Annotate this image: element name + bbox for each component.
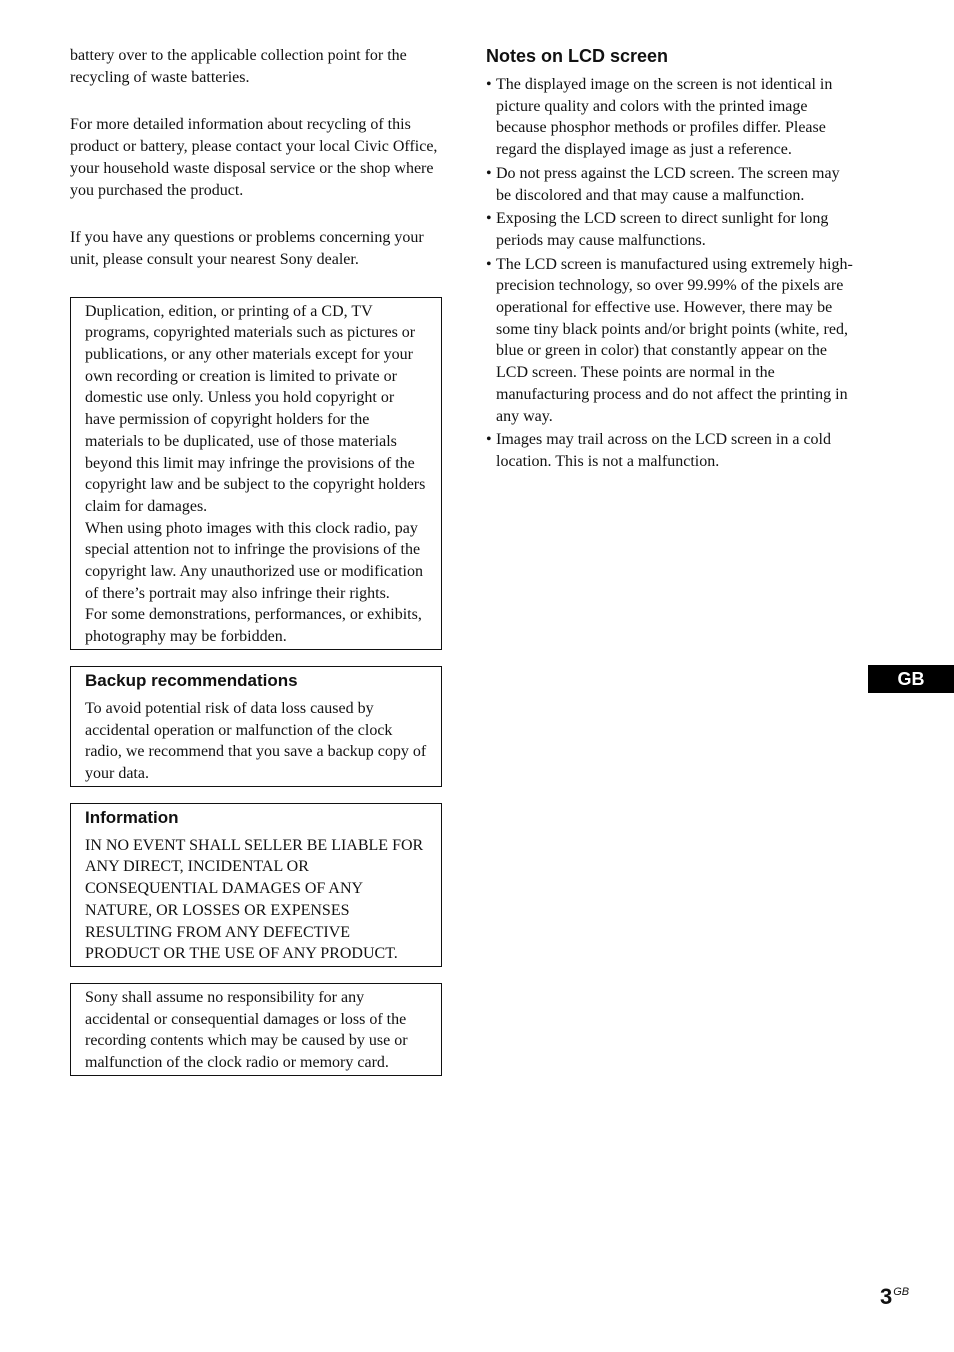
backup-text: To avoid potential risk of data loss caused by accidental operation or malfunction of the clock radio, we recommend that you save a backup copy of your data. — [85, 699, 427, 782]
list-item: • The LCD screen is manufactured using extremely high-precision technology, so over 99.99% of the pixels are operational for effective use. However, there may be some tiny black points and/or bright points (white, red, blue or green in color) that constantly appear on the LCD screen. These points are normal in the manufacturing process and do not affect the printing in any way. — [486, 254, 858, 428]
information-box — [70, 803, 442, 967]
left-column — [70, 45, 442, 1076]
list-item: • The displayed image on the screen is not identical in picture quality and colors with the printed image because phosphor methods or profiles differ. Please regard the displayed image as just a reference. — [486, 74, 858, 161]
responsibility-text: Sony shall assume no responsibility for any accidental or consequential damages or loss of the recording contents which may be caused by use or malfunction of the clock radio or memory card. — [85, 988, 408, 1072]
page-number — [880, 1284, 909, 1310]
copyright-paragraph: Duplication, edition, or printing of a CD, TV programs, copyrighted materials such as pictures or publications, or any other materials except for your own recording or creation is limited to private or domestic use only. Unless you hold copyright or have permission of copyright holders for the materials to be duplicated, use of those materials beyond this limit may infringe the provisions of the copyright law and be subject to the copyright holders claim for damages. — [85, 302, 426, 515]
language-tab: GB — [868, 665, 954, 693]
intro-paragraph: For more detailed information about recycling of this product or battery, please contact your local Civic Office, your household waste disposal service or the shop where you purchased the product. — [70, 116, 438, 199]
copyright-notice-box — [70, 297, 442, 650]
intro-paragraph: battery over to the applicable collection point for the recycling of waste batteries. — [70, 47, 407, 86]
responsibility-box — [70, 983, 442, 1076]
list-item: • Images may trail across on the LCD screen in a cold location. This is not a malfunction. — [486, 429, 858, 472]
page-number-suffix: GB — [893, 1286, 910, 1298]
list-item: • Do not press against the LCD screen. The screen may be discolored and that may cause a malfunction. — [486, 163, 858, 206]
page-number-value: 3 — [880, 1284, 893, 1309]
right-column — [486, 45, 858, 475]
lcd-notes-heading: Notes on LCD screen — [486, 46, 669, 66]
information-heading: Information — [85, 807, 179, 827]
copyright-paragraph: For some demonstrations, performances, or exhibits, photography may be forbidden. — [85, 606, 422, 646]
backup-heading: Backup recommendations — [85, 670, 298, 690]
lcd-notes-list — [486, 74, 858, 473]
backup-recommendations-box — [70, 666, 442, 787]
information-text: IN NO EVENT SHALL SELLER BE LIABLE FOR ANY DIRECT, INCIDENTAL OR CONSEQUENTIAL DAMAGES OF ANY NATURE, OR LOSSES OR EXPENSES RESULTING FROM ANY DEFECTIVE PRODUCT OR THE USE OF ANY PRODUCT. — [85, 836, 424, 963]
list-item: • Exposing the LCD screen to direct sunlight for long periods may cause malfunctions. — [486, 208, 858, 251]
intro-paragraph: If you have any questions or problems concerning your unit, please consult your nearest Sony dealer. — [70, 229, 424, 268]
copyright-paragraph: When using photo images with this clock radio, pay special attention not to infringe the provisions of the copyright law. Any unauthorized use or modification of there’s portrait may also infringe their rights. — [85, 519, 423, 602]
